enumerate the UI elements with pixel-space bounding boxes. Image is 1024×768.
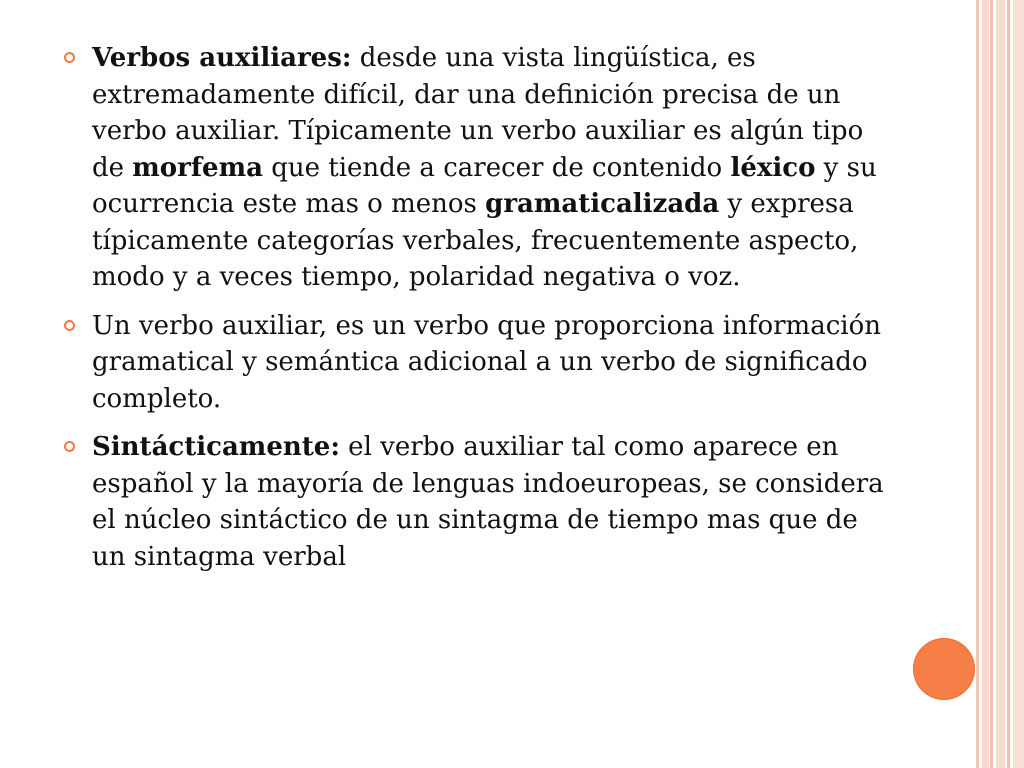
bullet-text	[92, 308, 894, 418]
bold-term: gramaticalizada	[485, 189, 720, 219]
hollow-circle-icon	[64, 441, 75, 452]
bullet-text-segment: el verbo auxiliar tal como aparece en español y la mayoría de lenguas indoeuropeas, se considera el núcleo sintáctico de un sintagma de tiempo mas que de un sintagma verbal	[92, 432, 884, 572]
bold-term: Verbos auxiliares:	[92, 43, 352, 73]
bullet-item	[64, 308, 894, 418]
bullet-text-segment: y su ocurrencia este mas o menos	[92, 152, 877, 219]
bullet-text	[92, 429, 894, 575]
decorative-stripe	[1007, 0, 1010, 768]
bold-term: Sintácticamente:	[92, 432, 340, 462]
filled-circle-icon	[913, 638, 975, 700]
decorative-stripe	[982, 0, 989, 768]
bullet-item	[64, 40, 894, 296]
bold-term: morfema	[132, 152, 263, 183]
hollow-circle-icon	[64, 320, 75, 331]
hollow-circle-icon	[64, 52, 75, 63]
bullet-text-segment: y expresa típicamente categorías verbales, frecuentemente aspecto, modo y a veces tiempo, polaridad negativa o voz.	[92, 189, 859, 292]
decorative-stripe	[1013, 0, 1024, 768]
bullet-text-segment: Un verbo auxiliar, es un verbo que proporciona información gramatical y semántica adicional a un verbo de significado completo.	[92, 310, 881, 414]
bullet-list	[64, 40, 894, 587]
decorative-stripe	[976, 0, 979, 768]
bullet-item	[64, 429, 894, 575]
bullet-text-segment: que tiende a carecer de contenido	[262, 152, 731, 183]
decorative-stripe	[996, 0, 1005, 768]
bold-term: léxico	[730, 152, 816, 183]
bullet-text	[92, 40, 894, 296]
decorative-stripe	[990, 0, 993, 768]
bullet-text-segment: desde una vista lingüística, es extremadamente difícil, dar una definición precisa de un verbo auxiliar. Típicamente un verbo auxiliar es algún tipo de	[92, 43, 864, 183]
